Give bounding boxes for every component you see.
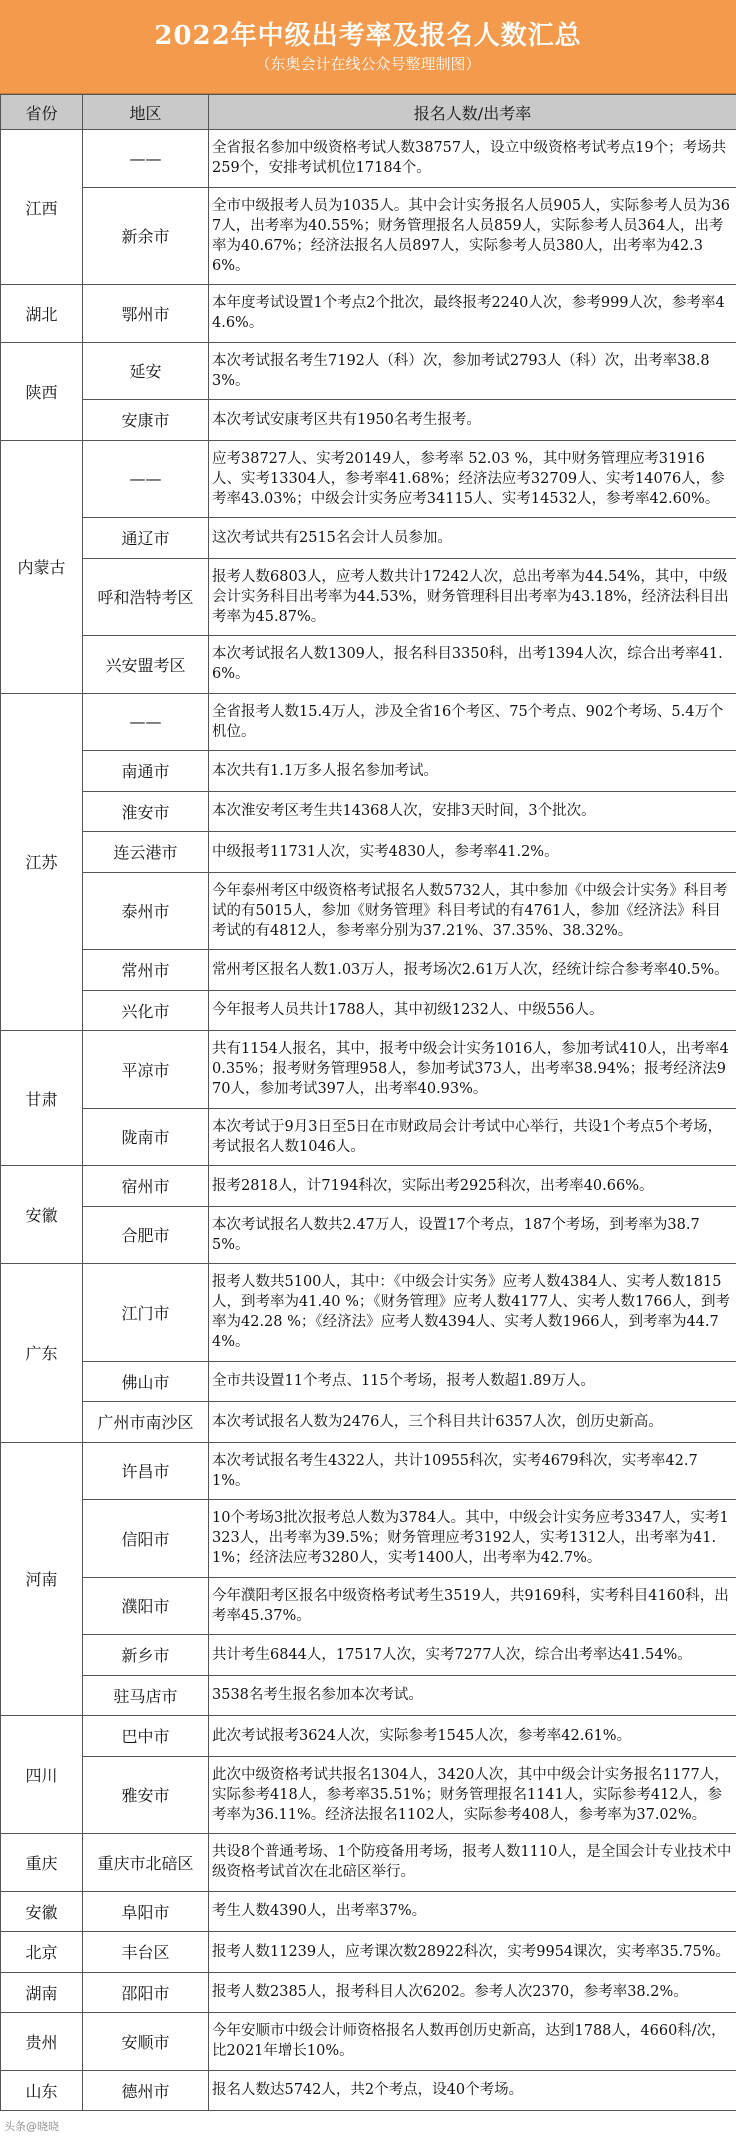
province-cell: 贵州 — [1, 2013, 83, 2071]
table-row — [1, 872, 736, 950]
header-province: 省份 — [1, 95, 83, 130]
region-cell: 新余市 — [83, 187, 209, 285]
data-table — [0, 94, 736, 2111]
table-header-row — [1, 95, 736, 130]
detail-cell: 共设8个普通考场、1个防疫备用考场，报考人数1110人，是全国会计专业技术中级资格考试首次在北碚区举行。 — [209, 1834, 736, 1892]
detail-cell: 今年安顺市中级会计师资格报名人数再创历史新高，达到1788人，4660科/次，比2021年增长10%。 — [209, 2013, 736, 2071]
detail-cell: 常州考区报名人数1.03万人，报考场次2.61万人次，经统计综合参考率40.5%。 — [209, 950, 736, 991]
region-cell: 巴中市 — [83, 1716, 209, 1757]
region-cell: 合肥市 — [83, 1206, 209, 1264]
header-details: 报名人数/出考率 — [209, 95, 736, 130]
table-row — [1, 1442, 736, 1500]
detail-cell: 全市共设置11个考点、115个考场，报考人数超1.89万人。 — [209, 1361, 736, 1402]
region-cell: 连云港市 — [83, 832, 209, 873]
detail-cell: 报名人数达5742人，共2个考点，设40个考场。 — [209, 2070, 736, 2111]
province-cell: 安徽 — [1, 1166, 83, 1264]
region-cell: 雅安市 — [83, 1756, 209, 1834]
region-cell: 江门市 — [83, 1264, 209, 1362]
province-cell: 湖南 — [1, 1972, 83, 2013]
region-cell: 新乡市 — [83, 1635, 209, 1676]
page-subtitle: （东奥会计在线公众号整理制图） — [255, 54, 481, 73]
table-row — [1, 2070, 736, 2111]
detail-cell: 报考人数6803人，应考人数共计17242人次，总出考率为44.54%，其中，中级会计实务科目出考率为44.53%，财务管理科目出考率为43.18%，经济法科目出考率为45.87%。 — [209, 558, 736, 636]
detail-cell: 全市中级报考人员为1035人。其中会计实务报名人员905人，实际参考人员为367人，出考率为40.55%；财务管理报名人员859人，实际参考人员364人，出考率为40.67%；经济法报名人员897人，实际参考人员380人，出考率为42.36%。 — [209, 187, 736, 285]
table-row — [1, 187, 736, 285]
province-cell: 江西 — [1, 130, 83, 285]
detail-cell: 本次考试报名考生7192人（科）次，参加考试2793人（科）次，出考率38.83%。 — [209, 342, 736, 400]
table-row — [1, 1206, 736, 1264]
province-cell: 重庆 — [1, 1834, 83, 1892]
table-row — [1, 1264, 736, 1362]
header-region: 地区 — [83, 95, 209, 130]
region-cell: 兴化市 — [83, 990, 209, 1031]
detail-cell: 本次考试报名人数共2.47万人，设置17个考点，187个考场，到考率为38.75%。 — [209, 1206, 736, 1264]
province-cell: 河南 — [1, 1442, 83, 1716]
table-row — [1, 558, 736, 636]
region-cell: 邵阳市 — [83, 1972, 209, 2013]
detail-cell: 10个考场3批次报考总人数为3784人。其中，中级会计实务应考3347人，实考1323人，出考率为39.5%；财务管理应考3192人，实考1312人，出考率为41.1%；经济法应考3280人，实考1400人，出考率为42.7%。 — [209, 1500, 736, 1578]
detail-cell: 本次考试安康考区共有1950名考生报考。 — [209, 400, 736, 441]
detail-cell: 报考人数共5100人，其中：《中级会计实务》应考人数4384人、实考人数1815人，到考率为41.40 %；《财务管理》应考人数4177人、实考人数1766人，到考率为42.28 %；《经济法》应考人数4394人、实考人数1966人，到考率为44.74%。 — [209, 1264, 736, 1362]
table-row — [1, 791, 736, 832]
table-row — [1, 1500, 736, 1578]
detail-cell: 这次考试共有2515名会计人员参加。 — [209, 518, 736, 559]
detail-cell: 3538名考生报名参加本次考试。 — [209, 1675, 736, 1716]
table-row — [1, 1402, 736, 1443]
province-cell: 江苏 — [1, 693, 83, 1031]
region-cell: 呼和浩特考区 — [83, 558, 209, 636]
table-row — [1, 1031, 736, 1109]
region-cell: 佛山市 — [83, 1361, 209, 1402]
province-cell: 湖北 — [1, 285, 83, 343]
detail-cell: 全省报考人数15.4万人，涉及全省16个考区、75个考点、902个考场、5.4万个机位。 — [209, 693, 736, 751]
region-cell: 淮安市 — [83, 791, 209, 832]
detail-cell: 共计考生6844人，17517人次，实考7277人次，综合出考率达41.54%。 — [209, 1635, 736, 1676]
region-cell: 兴安盟考区 — [83, 636, 209, 694]
detail-cell: 此次考试报考3624人次，实际参考1545人次，参考率42.61%。 — [209, 1716, 736, 1757]
region-cell: 平凉市 — [83, 1031, 209, 1109]
table-row — [1, 2013, 736, 2071]
province-cell: 甘肃 — [1, 1031, 83, 1166]
detail-cell: 今年濮阳考区报名中级资格考试考生3519人，共9169科，实考科目4160科，出考率45.37%。 — [209, 1577, 736, 1635]
table-row — [1, 1108, 736, 1166]
detail-cell: 全省报名参加中级资格考试人数38757人，设立中级资格考试考点19个；考场共259个，安排考试机位17184个。 — [209, 130, 736, 188]
region-cell: 驻马店市 — [83, 1675, 209, 1716]
detail-cell: 共有1154人报名，其中，报考中级会计实务1016人，参加考试410人，出考率40.35%；报考财务管理958人，参加考试373人，出考率38.94%；报考经济法970人，参加考试397人，出考率40.93%。 — [209, 1031, 736, 1109]
detail-cell: 本次考试报名人数为2476人，三个科目共计6357人次，创历史新高。 — [209, 1402, 736, 1443]
table-row — [1, 1891, 736, 1932]
region-cell: 安康市 — [83, 400, 209, 441]
region-cell: 鄂州市 — [83, 285, 209, 343]
table-row — [1, 1577, 736, 1635]
table-row — [1, 440, 736, 518]
table-row — [1, 342, 736, 400]
detail-cell: 今年泰州考区中级资格考试报名人数5732人，其中参加《中级会计实务》科目考试的有5015人，参加《财务管理》科目考试的有4761人，参加《经济法》科目考试的有4812人，参考率分别为37.21%、37.35%、38.32%。 — [209, 872, 736, 950]
detail-cell: 中级报考11731人次，实考4830人，参考率41.2%。 — [209, 832, 736, 873]
table-row — [1, 1716, 736, 1757]
table-row — [1, 518, 736, 559]
region-cell: 濮阳市 — [83, 1577, 209, 1635]
table-row — [1, 1361, 736, 1402]
province-cell: 内蒙古 — [1, 440, 83, 693]
region-cell: 德州市 — [83, 2070, 209, 2111]
detail-cell: 本次考试报名考生4322人，共计10955科次，实考4679科次，实考率42.71%。 — [209, 1442, 736, 1500]
table-row — [1, 1166, 736, 1207]
page-title: 2022年中级出考率及报名人数汇总 — [154, 20, 582, 51]
region-cell: 延安 — [83, 342, 209, 400]
table-row — [1, 1675, 736, 1716]
table-row — [1, 636, 736, 694]
region-cell: 南通市 — [83, 751, 209, 792]
region-cell: 信阳市 — [83, 1500, 209, 1578]
detail-cell: 今年报考人员共计1788人，其中初级1232人、中级556人。 — [209, 990, 736, 1031]
title-banner — [0, 0, 736, 94]
detail-cell: 报考人数2385人，报考科目人次6202。参考人次2370，参考率38.2%。 — [209, 1972, 736, 2013]
table-row — [1, 1834, 736, 1892]
region-cell: 广州市南沙区 — [83, 1402, 209, 1443]
table-row — [1, 1972, 736, 2013]
region-cell: 常州市 — [83, 950, 209, 991]
province-cell: 安徽 — [1, 1891, 83, 1932]
detail-cell: 考生人数4390人，出考率37%。 — [209, 1891, 736, 1932]
detail-cell: 应考38727人、实考20149人，参考率 52.03 %，其中财务管理应考31916人、实考13304人，参考率41.68%；经济法应考32709人、实考14076人，参考率43.03%；中级会计实务应考34115人、实考14532人，参考率42.60%。 — [209, 440, 736, 518]
table-row — [1, 832, 736, 873]
table-row — [1, 1635, 736, 1676]
region-cell: 阜阳市 — [83, 1891, 209, 1932]
province-cell: 陕西 — [1, 342, 83, 440]
region-cell: 泰州市 — [83, 872, 209, 950]
table-row — [1, 400, 736, 441]
region-cell: —— — [83, 440, 209, 518]
province-cell: 广东 — [1, 1264, 83, 1443]
region-cell: 安顺市 — [83, 2013, 209, 2071]
detail-cell: 本次考试报名人数1309人，报名科目3350科，出考1394人次，综合出考率41.6%。 — [209, 636, 736, 694]
table-row — [1, 751, 736, 792]
table-row — [1, 693, 736, 751]
footer-watermark: 头条@晓晓 — [4, 2120, 59, 2133]
region-cell: 丰台区 — [83, 1932, 209, 1973]
region-cell: 陇南市 — [83, 1108, 209, 1166]
detail-cell: 本次淮安考区考生共14368人次，安排3天时间，3个批次。 — [209, 791, 736, 832]
region-cell: 重庆市北碚区 — [83, 1834, 209, 1892]
region-cell: 通辽市 — [83, 518, 209, 559]
province-cell: 山东 — [1, 2070, 83, 2111]
detail-cell: 本次考试于9月3日至5日在市财政局会计考试中心举行，共设1个考点5个考场，考试报名人数1046人。 — [209, 1108, 736, 1166]
detail-cell: 本年度考试设置1个考点2个批次，最终报考2240人次，参考999人次，参考率44.6%。 — [209, 285, 736, 343]
region-cell: 宿州市 — [83, 1166, 209, 1207]
detail-cell: 本次共有1.1万多人报名参加考试。 — [209, 751, 736, 792]
region-cell: —— — [83, 693, 209, 751]
table-row — [1, 285, 736, 343]
region-cell: —— — [83, 130, 209, 188]
province-cell: 四川 — [1, 1716, 83, 1834]
detail-cell: 报考人数11239人，应考课次数28922科次，实考9954课次，实考率35.75%。 — [209, 1932, 736, 1973]
table-row — [1, 130, 736, 188]
table-row — [1, 950, 736, 991]
detail-cell: 此次中级资格考试共报名1304人，3420人次，其中中级会计实务报名1177人，实际参考418人，参考率35.51%；财务管理报名1141人，实际参考412人，参考率为36.11%。经济法报名1102人，实际参考408人，参考率为37.02%。 — [209, 1756, 736, 1834]
detail-cell: 报考2818人，计7194科次，实际出考2925科次，出考率40.66%。 — [209, 1166, 736, 1207]
table-row — [1, 1756, 736, 1834]
table-row — [1, 1932, 736, 1973]
table-row — [1, 990, 736, 1031]
region-cell: 许昌市 — [83, 1442, 209, 1500]
province-cell: 北京 — [1, 1932, 83, 1973]
